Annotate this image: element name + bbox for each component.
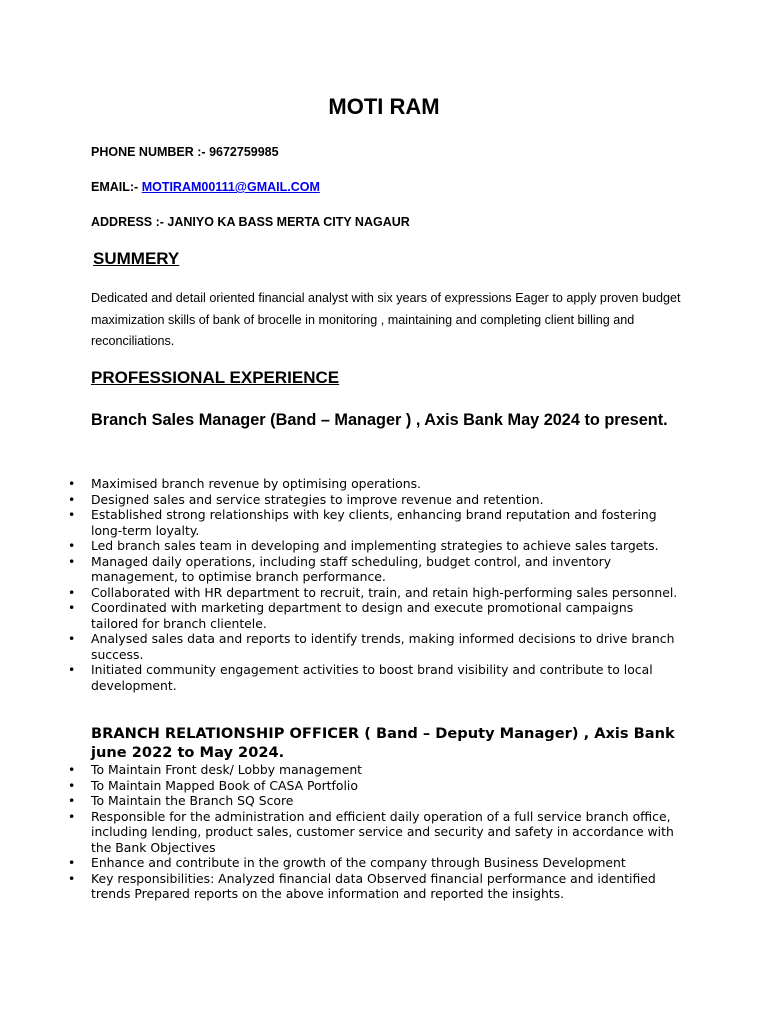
- email-link[interactable]: MOTIRAM00111@GMAIL.COM: [141, 180, 320, 194]
- bullet-item: • Key responsibilities: Analyzed financial data Observed financial performance and identified trends Prepared reports on the above information and reported the insights.: [91, 871, 681, 902]
- email-line: [91, 180, 320, 194]
- address-value: JANIYO KA BASS MERTA CITY NAGAUR: [167, 215, 410, 229]
- job1-bullet-list: [91, 476, 681, 693]
- bullet-item: • Enhance and contribute in the growth of the company through Business Development: [91, 855, 681, 871]
- bullet-item: • Analysed sales data and reports to identify trends, making informed decisions to drive branch success.: [91, 631, 681, 662]
- bullet-item: • To Maintain Front desk/ Lobby management: [91, 762, 681, 778]
- bullet-item: • Responsible for the administration and efficient daily operation of a full service branch office, including lending, product sales, customer service and security and safety in accordance with the Bank Objectives: [91, 809, 681, 856]
- address-line: [91, 215, 410, 229]
- bullet-item: • Initiated community engagement activities to boost brand visibility and contribute to local development.: [91, 662, 681, 693]
- phone-line: [91, 145, 279, 159]
- bullet-item: • Managed daily operations, including staff scheduling, budget control, and inventory management, to optimise branch performance.: [91, 554, 681, 585]
- job2-bullet-list: [91, 762, 681, 902]
- job1-title: Branch Sales Manager (Band – Manager ) , Axis Bank May 2024 to present.: [91, 411, 668, 429]
- bullet-item: • Established strong relationships with key clients, enhancing brand reputation and fostering long-term loyalty.: [91, 507, 681, 538]
- candidate-name: MOTI RAM: [328, 94, 440, 119]
- bullet-item: • Maximised branch revenue by optimising operations.: [91, 476, 681, 492]
- summary-text: Dedicated and detail oriented financial analyst with six years of expressions Eager to apply proven budget maximization skills of bank of brocelle in monitoring , maintaining and completing client billing and reconciliations.: [91, 291, 681, 348]
- experience-heading: PROFESSIONAL EXPERIENCE: [91, 368, 340, 387]
- bullet-item: • Led branch sales team in developing and implementing strategies to achieve sales targets.: [91, 538, 681, 554]
- address-label: ADDRESS :-: [91, 215, 168, 229]
- email-label: EMAIL:-: [91, 180, 142, 194]
- phone-number: 9672759985: [209, 145, 279, 159]
- bullet-item: • Collaborated with HR department to recruit, train, and retain high-performing sales personnel.: [91, 585, 681, 601]
- bullet-item: • To Maintain the Branch SQ Score: [91, 793, 681, 809]
- bullet-item: • To Maintain Mapped Book of CASA Portfolio: [91, 778, 681, 794]
- job2-title: BRANCH RELATIONSHIP OFFICER ( Band – Deputy Manager) , Axis Bank june 2022 to May 2024.: [91, 725, 675, 761]
- summary-heading: SUMMERY: [93, 249, 180, 268]
- bullet-item: • Coordinated with marketing department to design and execute promotional campaigns tailored for branch clientele.: [91, 600, 681, 631]
- bullet-item: • Designed sales and service strategies to improve revenue and retention.: [91, 492, 681, 508]
- phone-label: PHONE NUMBER :-: [91, 145, 210, 159]
